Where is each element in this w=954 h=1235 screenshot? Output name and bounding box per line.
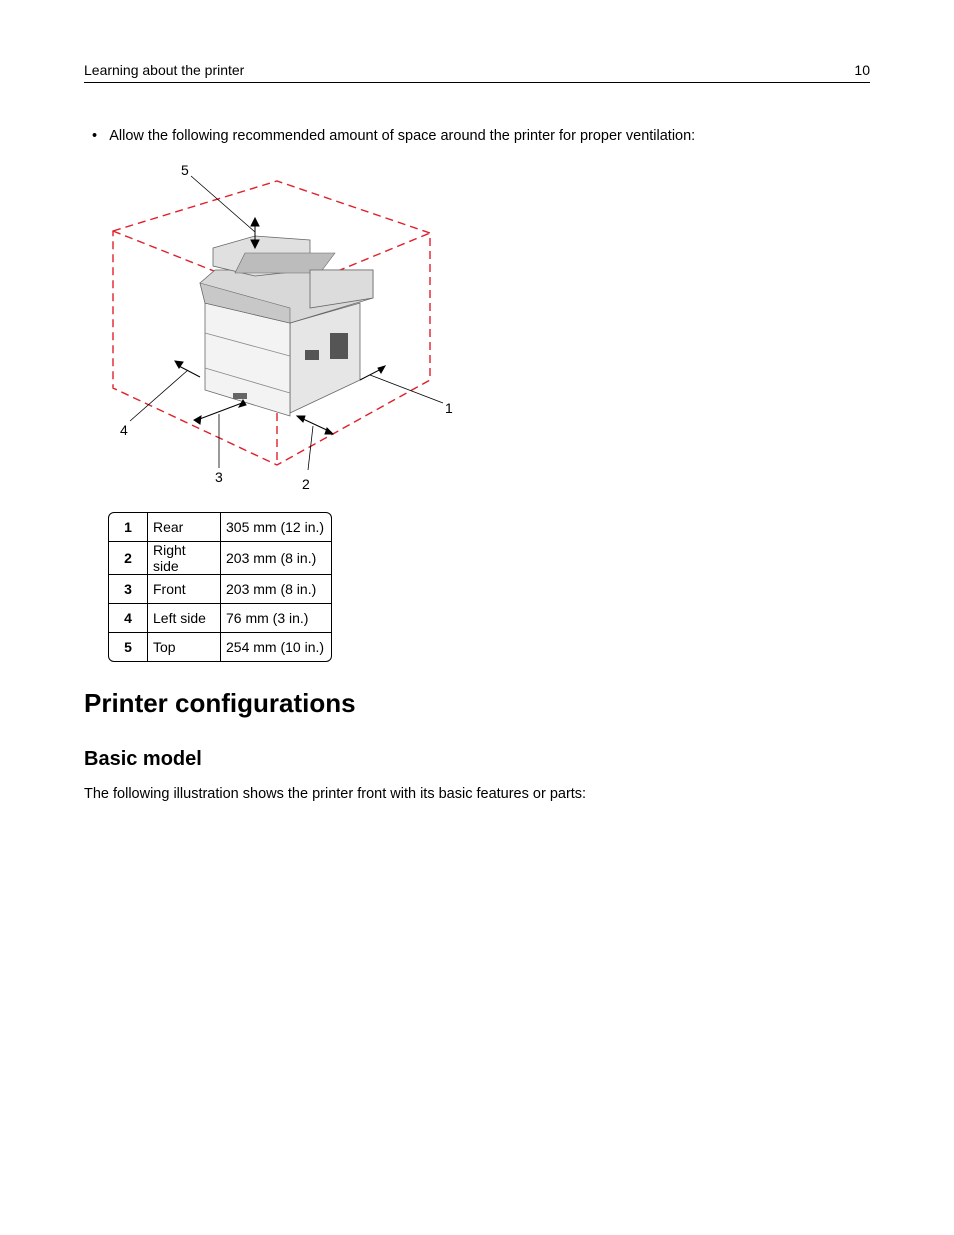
table-row [109,542,331,575]
row-number: 5 [109,633,148,661]
bullet-symbol: • [92,128,98,144]
row-distance: 203 mm (8 in.) [221,575,331,604]
section-heading: Printer configurations [84,688,356,718]
row-number: 3 [109,575,148,604]
callout-1: 1 [445,400,453,416]
row-number: 2 [109,542,148,575]
row-location: Front [148,575,221,604]
row-number: 4 [109,604,148,633]
callout-3: 3 [215,469,223,485]
clearance-table [108,512,332,662]
callout-5: 5 [181,162,189,178]
row-location: Top [148,633,221,661]
page-header [84,60,870,83]
row-location: Left side [148,604,221,633]
row-distance: 254 mm (10 in.) [226,639,325,655]
row-distance: 305 mm (12 in.) [221,513,331,542]
callout-4: 4 [120,422,128,438]
ventilation-bullet [92,128,695,144]
table-row [109,633,331,661]
table-row [109,604,331,633]
row-number: 1 [109,513,148,542]
printer-drawing [200,236,373,416]
header-title: Learning about the printer [84,62,245,78]
row-distance: 203 mm (8 in.) [221,542,331,575]
intro-paragraph: The following illustration shows the printer front with its basic features or parts: [84,786,587,802]
callout-2: 2 [302,476,310,492]
subsection-heading: Basic model [84,748,202,770]
table-row [109,513,331,542]
row-location: Rear [148,513,221,542]
page-number: 10 [854,62,870,78]
table-row [109,575,331,604]
row-distance: 76 mm (3 in.) [221,604,331,633]
bullet-text: Allow the following recommended amount of space around the printer for proper ventilation: [109,128,696,144]
clearance-illustration [105,158,465,498]
row-location: Right side [148,542,221,575]
